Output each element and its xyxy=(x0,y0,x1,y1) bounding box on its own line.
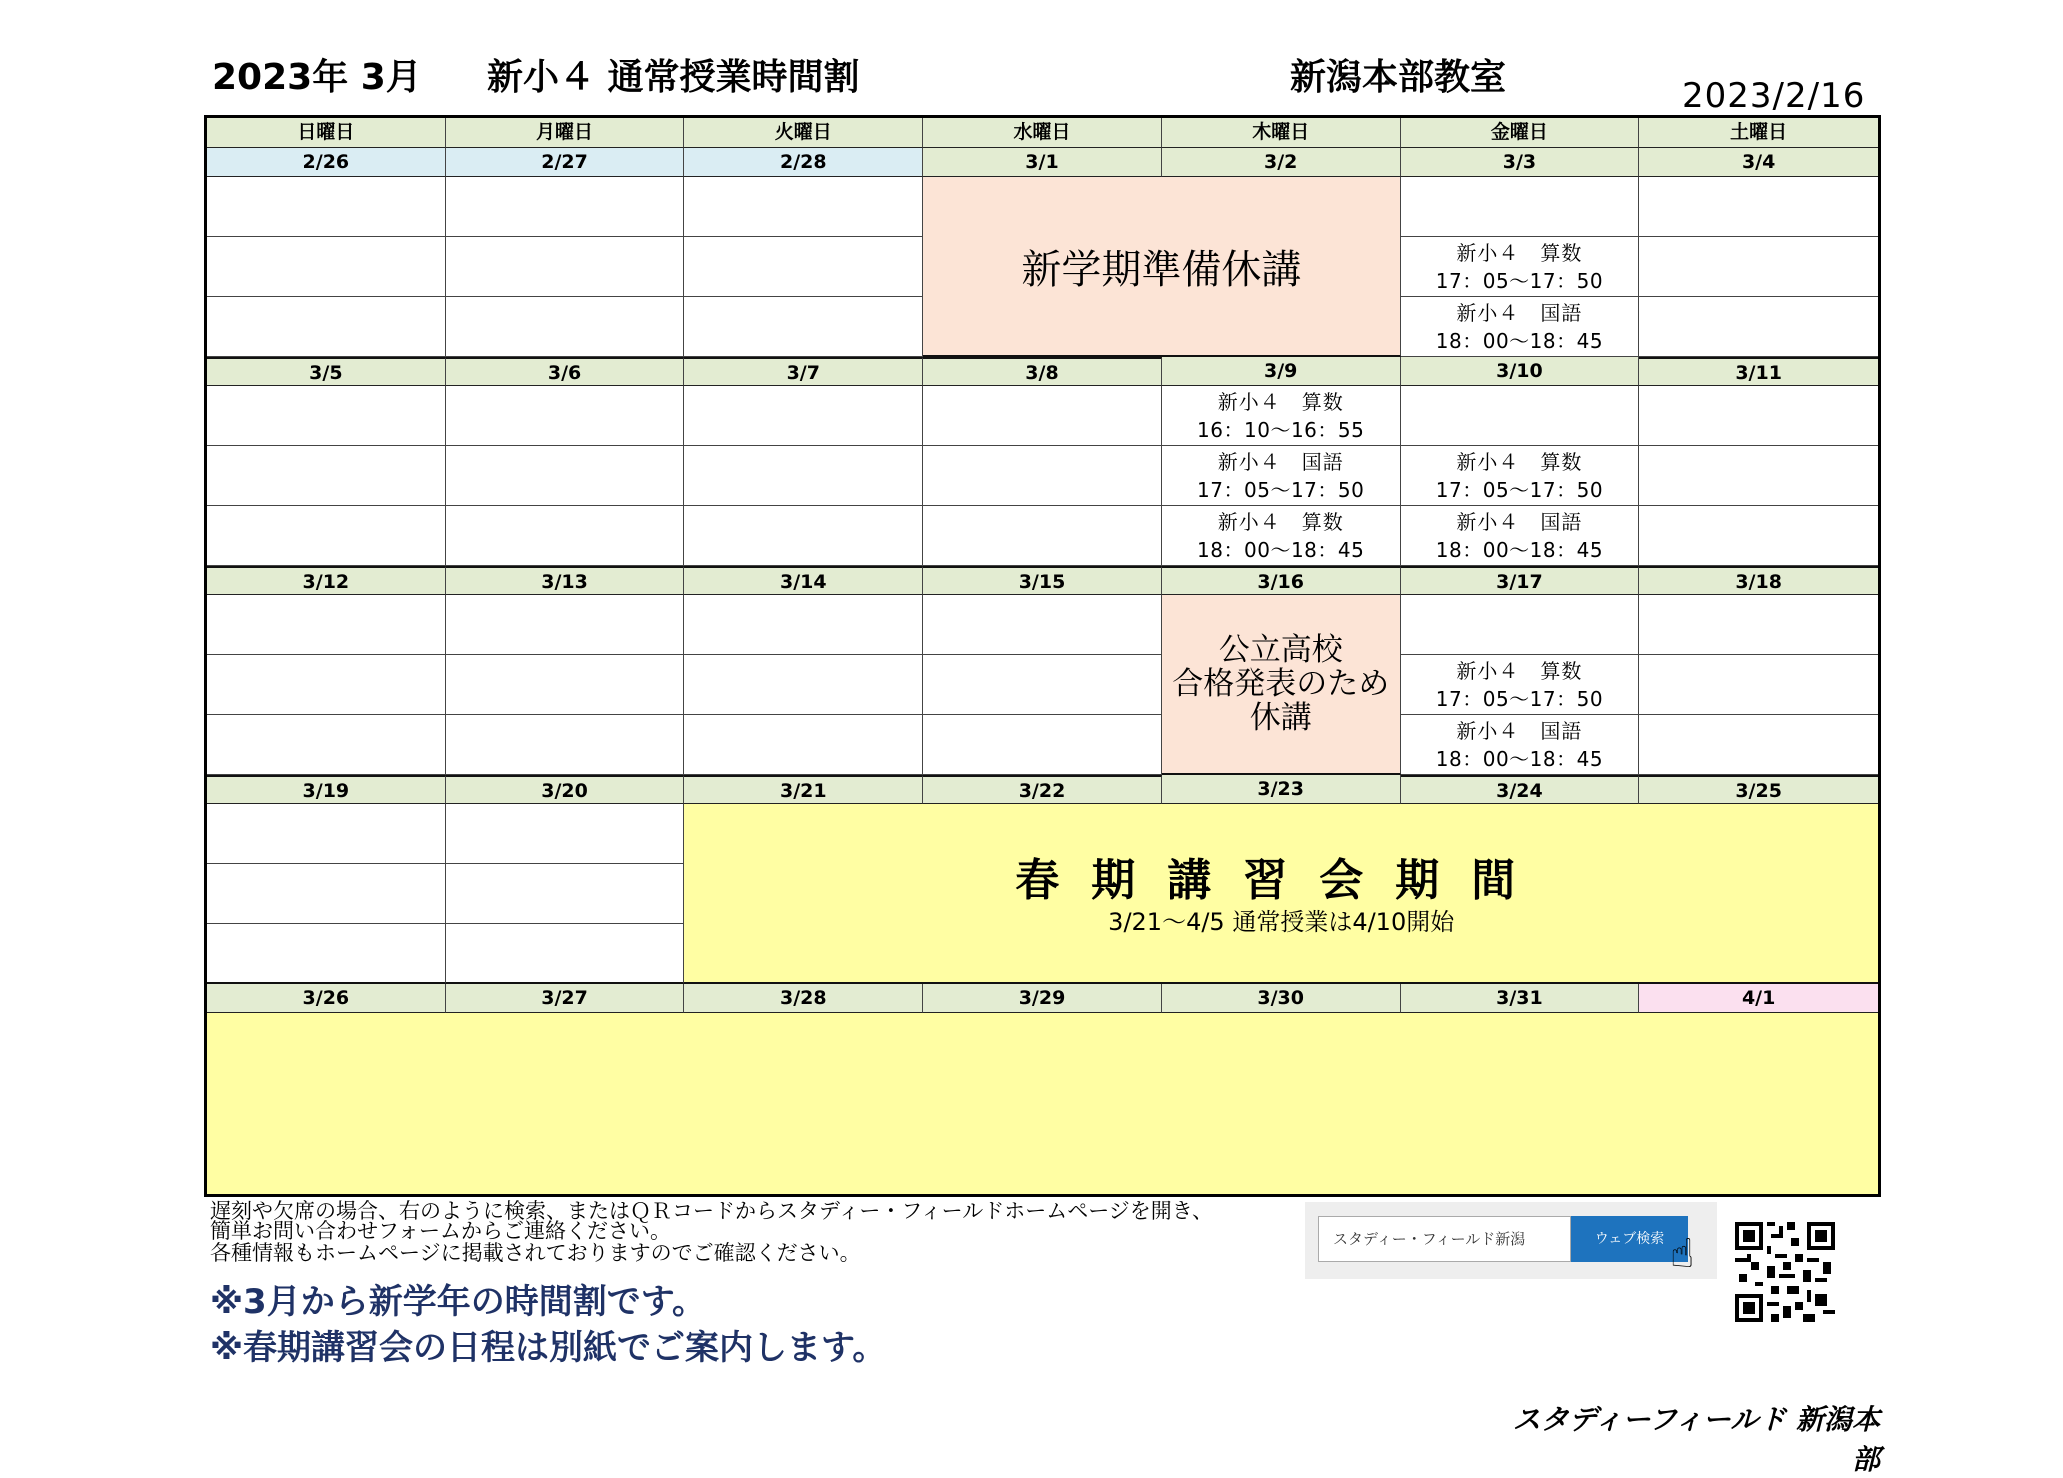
page-title: 新小４ 通常授業時間割 xyxy=(487,57,860,98)
date-cell: 3/29 xyxy=(923,984,1162,1013)
empty-slot xyxy=(684,506,923,566)
date-cell: 3/4 xyxy=(1639,148,1878,177)
closure-label-line1: 公立高校 xyxy=(1218,632,1343,668)
empty-slot xyxy=(207,446,446,506)
notice-new-term: ※3月から新学年の時間割です。 xyxy=(210,1282,706,1322)
lesson-slot xyxy=(1401,715,1640,775)
issue-date: 2023/2/16 xyxy=(1682,76,1866,116)
date-cell: 3/23 xyxy=(1162,775,1401,804)
brand-name: スタディーフィールド 新潟本部 xyxy=(1512,1403,1880,1476)
timetable-grid xyxy=(204,115,1881,1197)
lesson-time: 18：00～18：45 xyxy=(1435,747,1604,771)
empty-slot xyxy=(923,595,1162,655)
date-cell: 3/10 xyxy=(1401,357,1640,386)
date-cell: 3/30 xyxy=(1162,984,1401,1013)
empty-slot xyxy=(207,924,446,984)
weekday-header: 金曜日 xyxy=(1401,118,1640,148)
lesson-subject: 新小４ 国語 xyxy=(1217,450,1344,474)
date-cell: 3/12 xyxy=(207,566,446,595)
date-cell: 3/2 xyxy=(1162,148,1401,177)
date-cell: 2/27 xyxy=(446,148,685,177)
date-cell: 3/28 xyxy=(684,984,923,1013)
lesson-subject: 新小４ 算数 xyxy=(1217,510,1344,534)
date-cell: 3/11 xyxy=(1639,357,1878,386)
date-cell: 3/25 xyxy=(1639,775,1878,804)
lesson-time: 17：05～17：50 xyxy=(1197,478,1365,502)
lesson-slot xyxy=(1162,506,1401,566)
classroom-name: 新潟本部教室 xyxy=(1290,57,1507,98)
empty-slot xyxy=(207,177,446,237)
empty-slot xyxy=(446,715,685,775)
lesson-slot xyxy=(1162,446,1401,506)
empty-slot xyxy=(446,864,685,924)
date-cell: 3/5 xyxy=(207,357,446,386)
empty-slot xyxy=(923,506,1162,566)
empty-slot xyxy=(1639,715,1878,775)
empty-slot xyxy=(923,715,1162,775)
lesson-subject: 新小４ 算数 xyxy=(1217,390,1344,414)
closure-label-line2: 合格発表のため xyxy=(1172,666,1390,702)
lesson-subject: 新小４ 算数 xyxy=(1456,450,1583,474)
web-search-button: ウェブ検索 xyxy=(1571,1216,1688,1262)
empty-slot xyxy=(923,655,1162,715)
closure-label: 新学期準備休講 xyxy=(1021,246,1302,293)
year-month: 2023年 3月 xyxy=(212,57,422,98)
date-cell: 3/20 xyxy=(446,775,685,804)
weekday-header: 日曜日 xyxy=(207,118,446,148)
spring-session-subtitle: 3/21～4/5 通常授業は4/10開始 xyxy=(1108,908,1455,936)
date-cell: 3/21 xyxy=(684,775,923,804)
empty-slot xyxy=(207,297,446,357)
empty-slot xyxy=(1639,595,1878,655)
lesson-time: 17：05～17：50 xyxy=(1435,478,1604,502)
empty-slot xyxy=(684,297,923,357)
empty-slot xyxy=(446,177,685,237)
weekday-header: 月曜日 xyxy=(446,118,685,148)
date-cell: 3/27 xyxy=(446,984,685,1013)
lesson-subject: 新小４ 算数 xyxy=(1456,241,1583,265)
weekday-header: 火曜日 xyxy=(684,118,923,148)
closure-block xyxy=(923,177,1400,357)
lesson-time: 16：10～16：55 xyxy=(1197,418,1365,442)
date-cell: 3/24 xyxy=(1401,775,1640,804)
lesson-slot xyxy=(1401,655,1640,715)
lesson-time: 17：05～17：50 xyxy=(1435,269,1604,293)
empty-slot xyxy=(923,446,1162,506)
spring-session-continuation xyxy=(207,1013,1878,1194)
lesson-slot xyxy=(1162,386,1401,446)
empty-slot xyxy=(207,386,446,446)
empty-slot xyxy=(207,506,446,566)
lesson-subject: 新小４ 国語 xyxy=(1456,510,1583,534)
date-cell: 3/6 xyxy=(446,357,685,386)
empty-slot xyxy=(207,595,446,655)
lesson-time: 18：00～18：45 xyxy=(1435,538,1604,562)
empty-slot xyxy=(684,655,923,715)
empty-slot xyxy=(207,237,446,297)
weekday-header: 水曜日 xyxy=(923,118,1162,148)
lesson-subject: 新小４ 国語 xyxy=(1456,719,1583,743)
empty-slot xyxy=(207,715,446,775)
empty-slot xyxy=(684,595,923,655)
footer-instruction-1: 遅刻や欠席の場合、右のように検索、またはＱＲコードからスタディー・フィールドホームページを開き、 xyxy=(210,1199,1213,1223)
date-cell: 2/26 xyxy=(207,148,446,177)
date-cell: 3/17 xyxy=(1401,566,1640,595)
date-cell: 3/19 xyxy=(207,775,446,804)
date-cell: 2/28 xyxy=(684,148,923,177)
qr-code-icon xyxy=(1735,1222,1835,1322)
lesson-subject: 新小４ 算数 xyxy=(1456,659,1583,683)
empty-slot xyxy=(684,715,923,775)
empty-slot xyxy=(207,804,446,864)
empty-slot xyxy=(1639,386,1878,446)
lesson-time: 17：05～17：50 xyxy=(1435,687,1604,711)
lesson-slot xyxy=(1401,237,1640,297)
lesson-slot xyxy=(1401,446,1640,506)
lesson-slot xyxy=(1401,506,1640,566)
empty-slot xyxy=(1401,177,1640,237)
empty-slot xyxy=(446,595,685,655)
empty-slot xyxy=(684,386,923,446)
date-cell: 3/15 xyxy=(923,566,1162,595)
date-cell: 3/3 xyxy=(1401,148,1640,177)
empty-slot xyxy=(207,864,446,924)
date-cell: 3/8 xyxy=(923,357,1162,386)
empty-slot xyxy=(684,237,923,297)
date-cell: 3/1 xyxy=(923,148,1162,177)
empty-slot xyxy=(446,506,685,566)
date-cell: 3/26 xyxy=(207,984,446,1013)
empty-slot xyxy=(1401,595,1640,655)
date-cell: 4/1 xyxy=(1639,984,1878,1013)
empty-slot xyxy=(446,446,685,506)
date-cell: 3/16 xyxy=(1162,566,1401,595)
spring-session-title: 春期講習会期間 xyxy=(1015,855,1548,906)
lesson-time: 18：00～18：45 xyxy=(1435,329,1604,353)
empty-slot xyxy=(1639,506,1878,566)
notice-spring-session: ※春期講習会の日程は別紙でご案内します。 xyxy=(210,1328,887,1368)
date-cell: 3/13 xyxy=(446,566,685,595)
empty-slot xyxy=(684,177,923,237)
empty-slot xyxy=(684,446,923,506)
hand-pointer-icon: ☝ xyxy=(1670,1231,1695,1277)
lesson-subject: 新小４ 国語 xyxy=(1456,301,1583,325)
empty-slot xyxy=(446,804,685,864)
lesson-slot xyxy=(1401,297,1640,357)
empty-slot xyxy=(1639,297,1878,357)
closure-block xyxy=(1162,595,1401,775)
search-query-field: スタディー・フィールド新潟 xyxy=(1318,1216,1571,1262)
empty-slot xyxy=(1639,237,1878,297)
empty-slot xyxy=(1639,446,1878,506)
empty-slot xyxy=(446,237,685,297)
empty-slot xyxy=(923,386,1162,446)
date-cell: 3/9 xyxy=(1162,357,1401,386)
date-cell: 3/14 xyxy=(684,566,923,595)
weekday-header: 土曜日 xyxy=(1639,118,1878,148)
date-cell: 3/22 xyxy=(923,775,1162,804)
closure-label-line3: 休講 xyxy=(1249,700,1312,736)
footer-instruction-3: 各種情報もホームページに掲載されておりますのでご確認ください。 xyxy=(210,1241,861,1265)
date-cell: 3/18 xyxy=(1639,566,1878,595)
empty-slot xyxy=(1401,386,1640,446)
date-cell: 3/7 xyxy=(684,357,923,386)
empty-slot xyxy=(207,655,446,715)
empty-slot xyxy=(446,655,685,715)
empty-slot xyxy=(446,924,685,984)
date-cell: 3/31 xyxy=(1401,984,1640,1013)
empty-slot xyxy=(446,297,685,357)
empty-slot xyxy=(446,386,685,446)
footer-instruction-2: 簡単お問い合わせフォームからご連絡ください。 xyxy=(210,1219,671,1243)
empty-slot xyxy=(1639,177,1878,237)
spring-session-block xyxy=(684,804,1878,984)
lesson-time: 18：00～18：45 xyxy=(1197,538,1365,562)
empty-slot xyxy=(1639,655,1878,715)
weekday-header: 木曜日 xyxy=(1162,118,1401,148)
